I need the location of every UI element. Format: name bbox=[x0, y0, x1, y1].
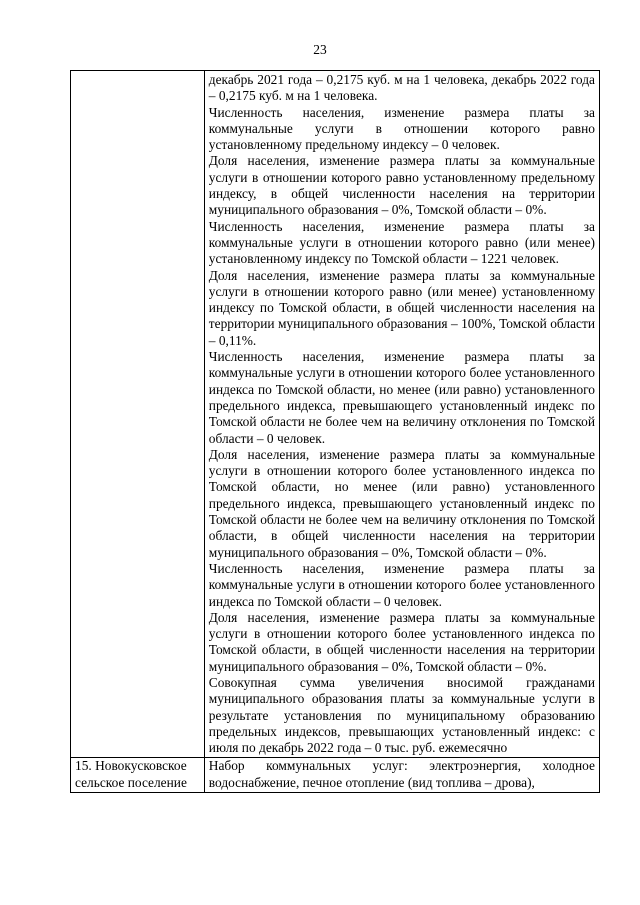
municipality-cell bbox=[71, 71, 205, 758]
paragraph: Численность населения, изменение размера платы за коммунальные услуги в отношении которого равно установленному предельному индексу – 0 человек. bbox=[208, 104, 595, 153]
municipality-cell: 15. Новокусковское сельское поселение bbox=[71, 758, 205, 793]
cut-off-region bbox=[209, 758, 595, 791]
data-table bbox=[70, 70, 600, 793]
paragraph: декабрь 2021 года – 0,2175 куб. м на 1 человека, декабрь 2022 года – 0,2175 куб. м на 1 человека. bbox=[208, 72, 595, 104]
table-row bbox=[71, 758, 600, 793]
indicators-cell bbox=[204, 71, 599, 758]
paragraph: Доля населения, изменение размера платы за коммунальные услуги в отношении которого равно (или менее) установленному индексу по Томской области, в общей численности населения на территории муниципального образования – 100%, Томской области – 0,11%. bbox=[208, 267, 595, 348]
paragraph: Численность населения, изменение размера платы за коммунальные услуги в отношении которого более установленного индекса по Томской области, но менее (или равно) установленного предельного индекса, превышающего установленный индекс по Томской области не более чем на величину отклонения по Томской области – 0 человек. bbox=[208, 349, 595, 446]
table-row bbox=[71, 71, 600, 758]
paragraph: Набор коммунальных услуг: электроэнергия, холодное водоснабжение, печное отопление (вид топлива – дрова), bbox=[208, 758, 595, 790]
indicators-cell bbox=[204, 758, 599, 793]
page-number: 23 bbox=[313, 42, 327, 57]
paragraph: Численность населения, изменение размера платы за коммунальные услуги в отношении которого более установленного индекса по Томской области – 0 человек. bbox=[208, 560, 595, 609]
paragraph: Доля населения, изменение размера платы за коммунальные услуги в отношении которого более установленного индекса по Томской области, но менее (или равно) установленного предельного индекса, превышающего установленный индекс по Томской области не более чем на величину отклонения по Томской области, в общей численности населения на территории муниципального образования – 0%, Томской области – 0%. bbox=[208, 446, 595, 560]
paragraph: Численность населения, изменение размера платы за коммунальные услуги в отношении которого равно (или менее) установленному индексу по Томской области – 1221 человек. bbox=[208, 218, 595, 267]
paragraph: Совокупная сумма увеличения вносимой гражданами муниципального образования платы за коммунальные услуги в результате установления по муниципальному образованию предельных индексов, превышающих установленный индекс: с июля по декабрь 2022 года – 0 тыс. руб. ежемесячно bbox=[208, 674, 595, 756]
paragraph: Доля населения, изменение размера платы за коммунальные услуги в отношении которого более установленного индекса по Томской области, в общей численности населения на территории муниципального образования – 0%, Томской области – 0%. bbox=[208, 609, 595, 674]
paragraph: Доля населения, изменение размера платы за коммунальные услуги в отношении которого равно установленному предельному индексу, в общей численности населения на территории муниципального образования – 0%, Томской области – 0%. bbox=[208, 153, 595, 218]
